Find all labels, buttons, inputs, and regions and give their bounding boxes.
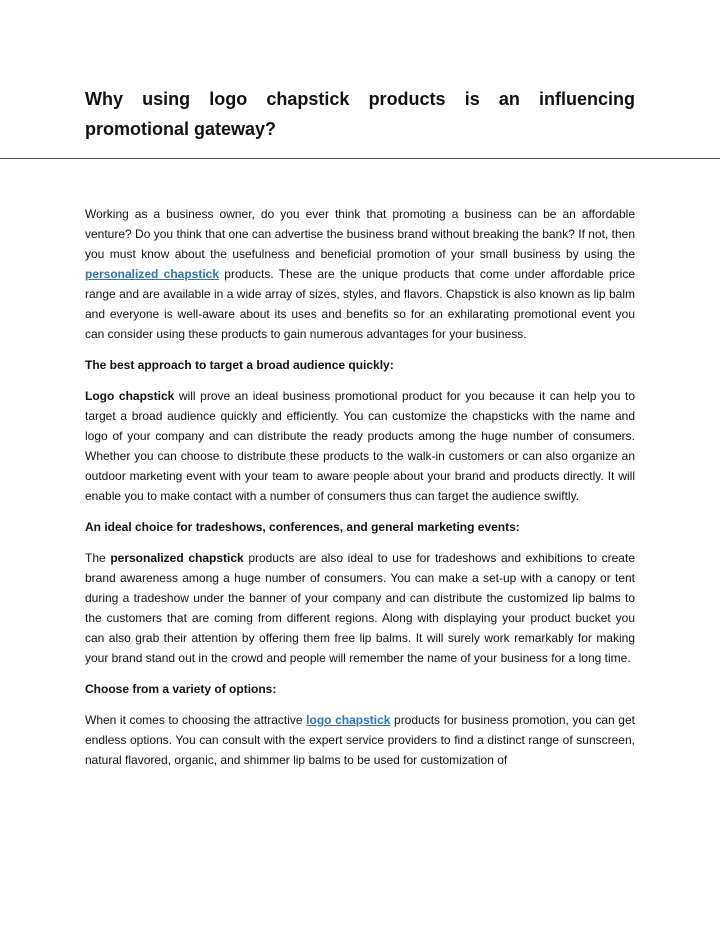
section-3-text-start: When it comes to choosing the attractive [85, 713, 307, 727]
intro-text-end: products. These are the unique products that come under affordable price range and are available in a wide array of sizes, styles, and flavors. Chapstick is also known as lip balm and everyone is well-aware about its uses and benefits so for an exhilarating promotional event you can consider using these products to gain numerous advantages for your business. [85, 267, 635, 341]
section-1-bold-lead: Logo chapstick [85, 389, 175, 403]
intro-paragraph [85, 204, 635, 344]
section-2-paragraph [85, 548, 635, 668]
section-2-heading: An ideal choice for tradeshows, conferences, and general marketing events: [85, 520, 520, 534]
section-2-text-end: products are also ideal to use for tradeshows and exhibitions to create brand awareness among a huge number of consumers. You can make a set-up with a canopy or tent during a tradeshow under the banner of your company and can distribute the customized lip balms to the customers that are coming from different regions. Along with displaying your product bucket you can also grab their attention by offering them free lip balms. It will surely work remarkably for making your brand stand out in the crowd and people will remember the name of your business for a long time. [85, 551, 635, 665]
section-1-heading: The best approach to target a broad audience quickly: [85, 358, 394, 372]
section-3-paragraph [85, 710, 635, 770]
page-title: Why using logo chapstick products is an influencing promotional gateway? [85, 89, 635, 139]
personalized-chapstick-link[interactable]: personalized chapstick [85, 267, 220, 281]
title-divider [0, 158, 720, 159]
section-2-bold-term: personalized chapstick [110, 551, 244, 565]
intro-text-start: Working as a business owner, do you ever think that promoting a business can be an affordable venture? Do you think that one can advertise the business brand without breaking the bank? If not, then you must know about the usefulness and beneficial promotion of your small business by using the [85, 207, 635, 261]
section-3-text-end: products for business promotion, you can get endless options. You can consult with the expert service providers to find a distinct range of sunscreen, natural flavored, organic, and shimmer lip balms to be used for customization of [85, 713, 635, 767]
section-3-heading: Choose from a variety of options: [85, 682, 277, 696]
section-1-text: will prove an ideal business promotional product for you because it can help you to target a broad audience quickly and efficiently. You can customize the chapsticks with the name and logo of your company and can distribute the ready products among the huge number of consumers. Whether you can choose to distribute these products to the walk-in customers or can also organize an outdoor marketing event with your team to aware people about your brand and products directly. It will enable you to make contact with a number of consumers thus can target the audience swiftly. [85, 389, 636, 503]
section-2-text-start: The [85, 551, 111, 565]
section-1-paragraph [85, 386, 635, 506]
logo-chapstick-link[interactable]: logo chapstick [306, 713, 391, 727]
document-body [85, 204, 635, 781]
